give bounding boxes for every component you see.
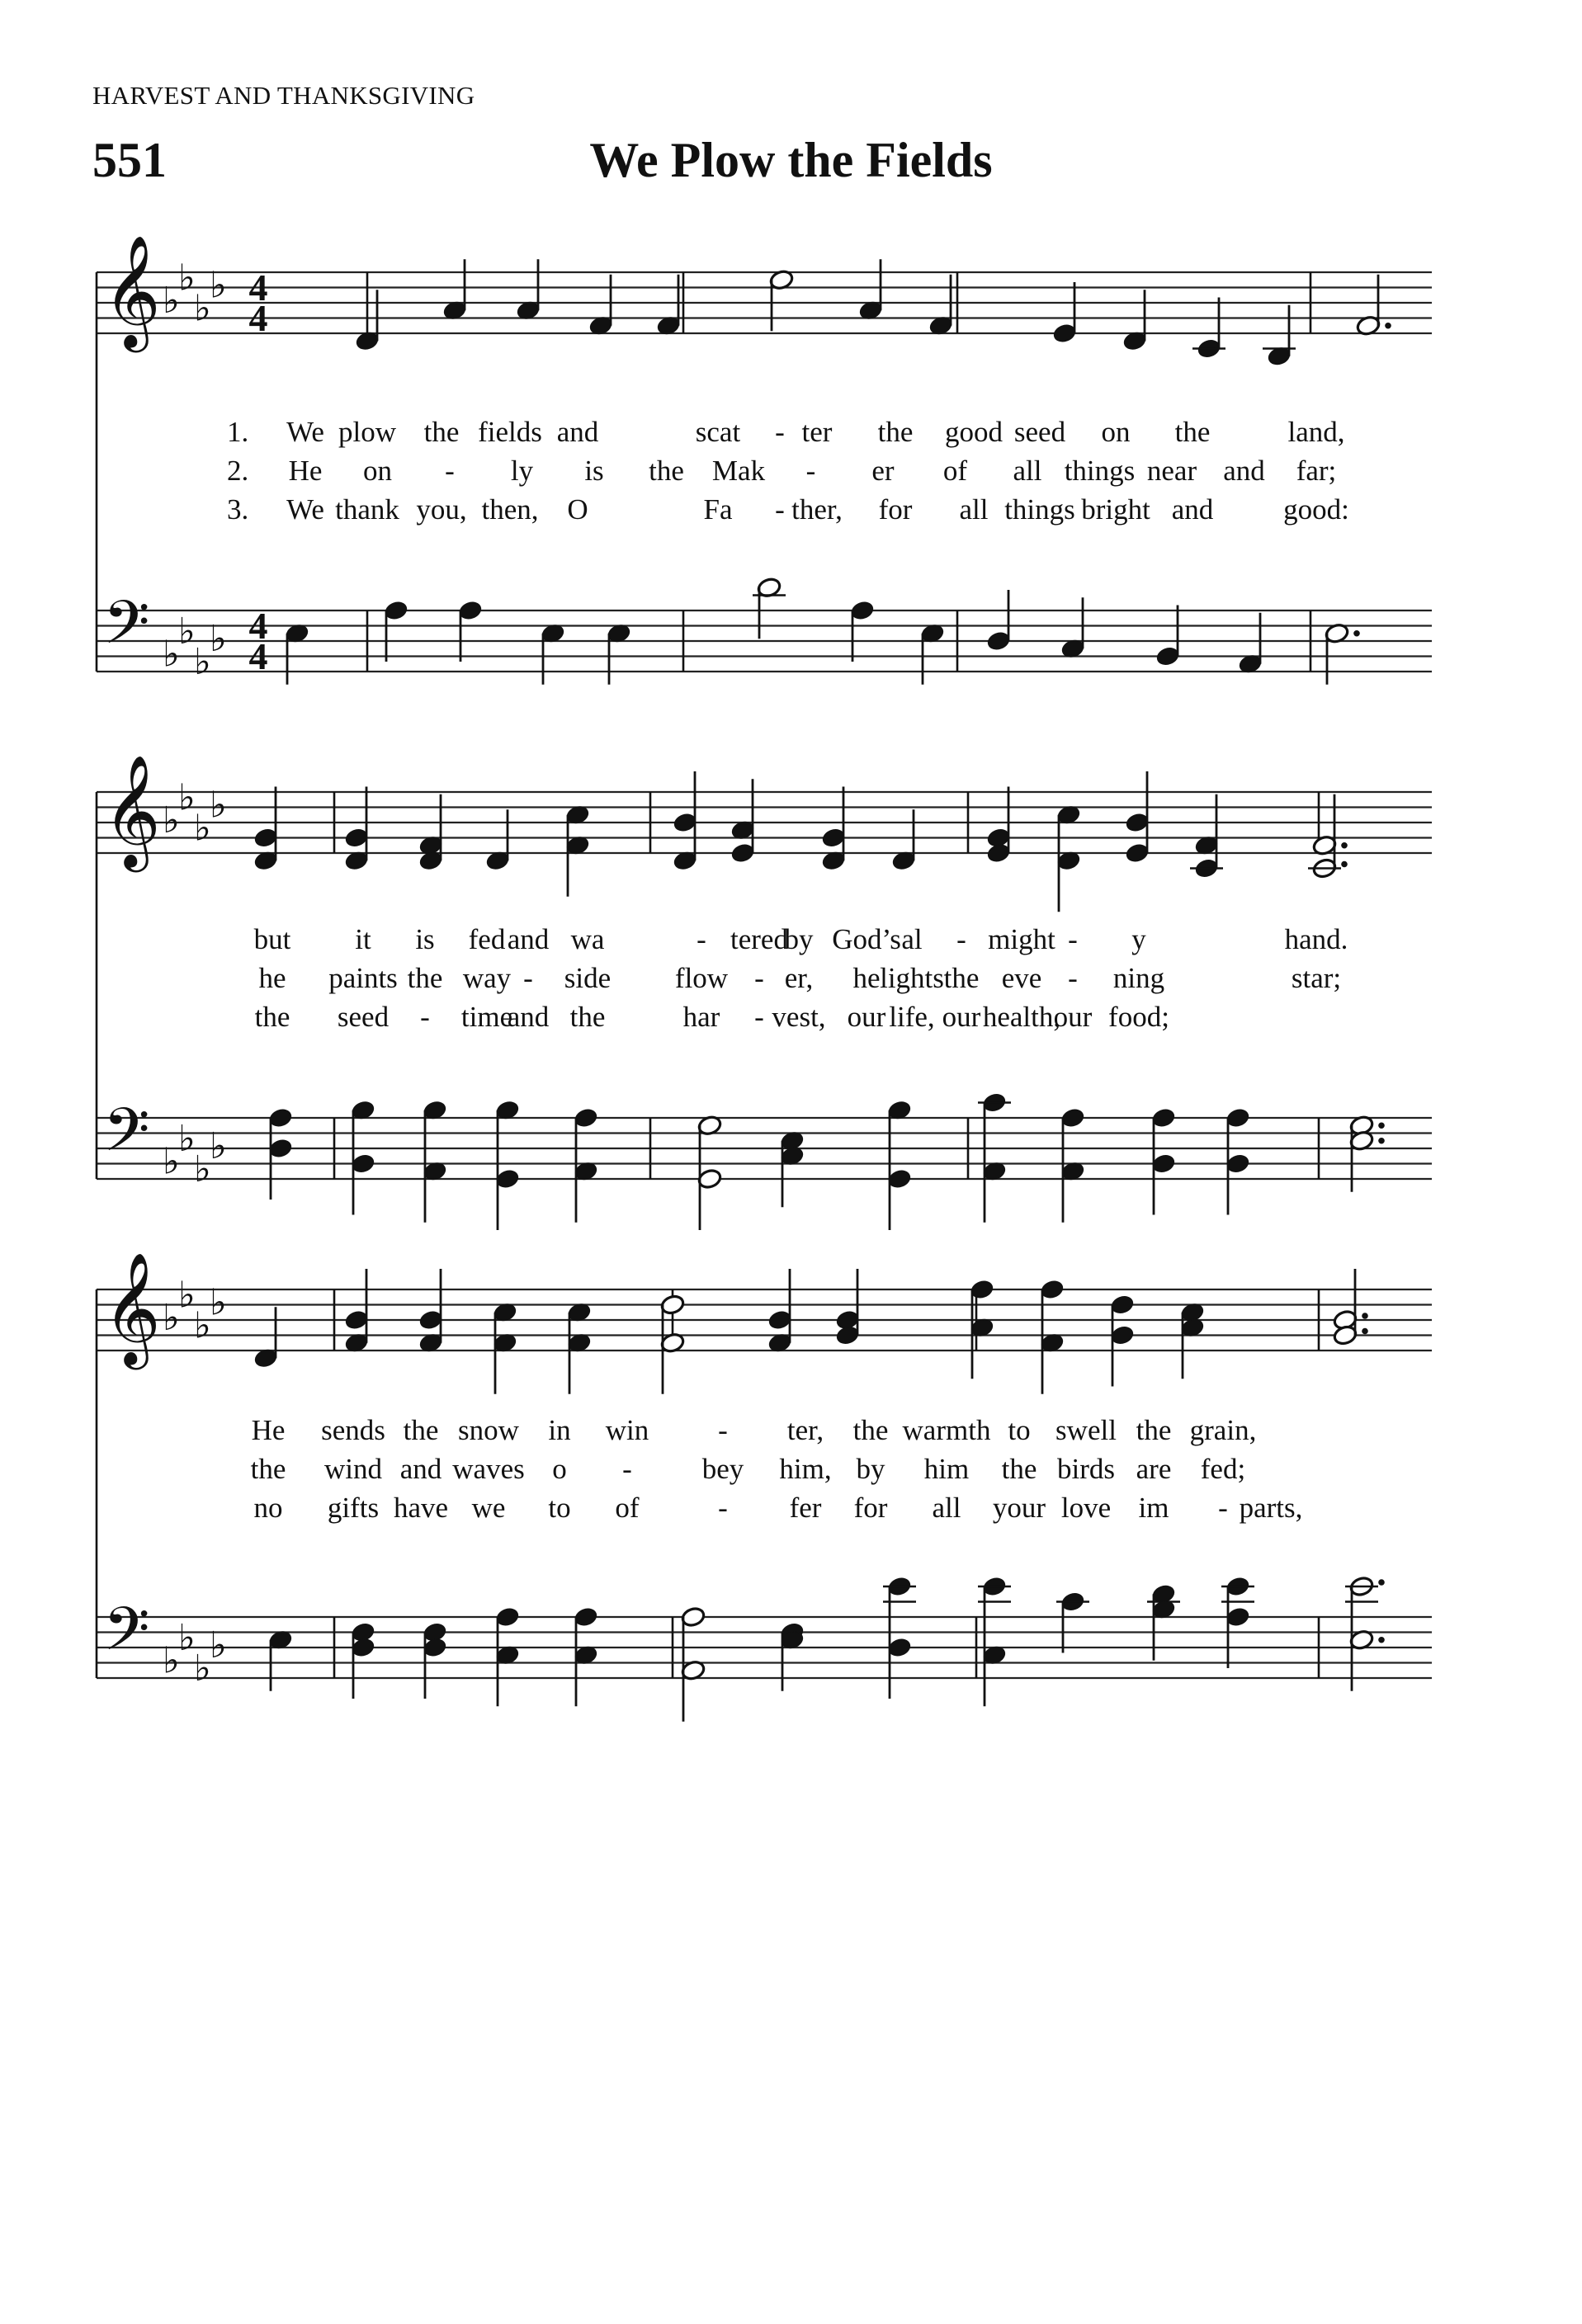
lyric-syllable: the bbox=[403, 1414, 439, 1446]
flat-icon: ♭ bbox=[194, 1148, 211, 1190]
note bbox=[253, 1307, 279, 1369]
flat-icon: ♭ bbox=[194, 1647, 211, 1690]
note bbox=[588, 275, 614, 337]
lyric-syllable: ter bbox=[801, 416, 833, 448]
lyric-syllable: to bbox=[548, 1492, 571, 1524]
note bbox=[1110, 1294, 1136, 1386]
lyric-syllable: land, bbox=[1287, 416, 1345, 448]
lyric-syllable: and bbox=[507, 1001, 550, 1033]
lyric-syllable: snow bbox=[458, 1414, 519, 1446]
flat-icon: ♭ bbox=[163, 1297, 180, 1339]
verse-number: 2. bbox=[227, 455, 249, 487]
lyric-syllable: bright bbox=[1081, 493, 1150, 526]
lyric-syllable: seed bbox=[1013, 416, 1066, 448]
lyric-syllable: in bbox=[548, 1414, 571, 1446]
dot bbox=[1378, 1579, 1385, 1586]
lyric-syllable: ly bbox=[510, 455, 534, 487]
note bbox=[986, 590, 1012, 652]
note bbox=[1147, 1583, 1180, 1661]
note bbox=[1060, 1107, 1086, 1223]
note bbox=[565, 804, 591, 896]
lyric-syllable: hand. bbox=[1284, 923, 1348, 955]
note bbox=[1040, 1279, 1065, 1394]
lyric-syllable: warmth bbox=[902, 1414, 991, 1446]
lyric-syllable: things bbox=[1004, 493, 1075, 526]
lyric-syllable: O bbox=[567, 493, 588, 526]
treble-clef-icon: 𝄞 bbox=[103, 752, 161, 867]
lyric-syllable: him, bbox=[779, 1453, 832, 1485]
note bbox=[1155, 606, 1181, 667]
lyric-syllable: of bbox=[942, 455, 968, 487]
time-signature-top: 4 bbox=[248, 266, 268, 309]
lyric-syllable: side bbox=[564, 962, 612, 994]
note bbox=[656, 275, 682, 337]
lyric-syllable: the bbox=[1001, 1453, 1037, 1485]
note bbox=[1345, 1576, 1385, 1691]
note bbox=[1122, 290, 1148, 351]
lyric-syllable: the bbox=[877, 416, 914, 448]
note bbox=[1125, 771, 1150, 864]
note bbox=[978, 1576, 1011, 1707]
lyric-syllable: the bbox=[423, 416, 460, 448]
lyric-syllable: the bbox=[569, 1001, 606, 1033]
note bbox=[1052, 282, 1078, 344]
time-signature-top: 4 bbox=[248, 605, 268, 648]
verse-number: 3. bbox=[227, 493, 249, 526]
lyric-syllable: the bbox=[254, 1001, 290, 1033]
lyric-syllable: paints bbox=[328, 962, 398, 994]
lyric-syllable: your bbox=[992, 1492, 1046, 1524]
note bbox=[344, 1269, 370, 1354]
lyric-syllable: all bbox=[932, 1492, 961, 1524]
flat-icon: ♭ bbox=[194, 640, 211, 683]
lyric-syllable: wind bbox=[324, 1453, 382, 1485]
lyric-syllable: far; bbox=[1296, 455, 1337, 487]
flat-icon: ♭ bbox=[163, 799, 180, 841]
lyric-syllable: life, bbox=[889, 1001, 935, 1033]
lyric-syllable: - bbox=[622, 1453, 632, 1485]
note bbox=[495, 1099, 521, 1230]
lyric-syllable: scat bbox=[695, 416, 741, 448]
lyric-syllable: our bbox=[1053, 1001, 1093, 1033]
note bbox=[660, 1294, 686, 1394]
note bbox=[883, 1576, 916, 1699]
lyric-syllable: and bbox=[507, 923, 550, 955]
lyric-syllable: by bbox=[784, 923, 814, 955]
note bbox=[1356, 275, 1391, 337]
lyric-syllable: ther, bbox=[791, 493, 843, 526]
note bbox=[1060, 597, 1086, 659]
note bbox=[1325, 622, 1360, 684]
treble-clef-icon: 𝄞 bbox=[103, 233, 161, 347]
note bbox=[351, 1621, 376, 1699]
lyric-syllable: er bbox=[871, 455, 895, 487]
note bbox=[418, 794, 444, 872]
note bbox=[1238, 613, 1263, 675]
lyric-syllable: by bbox=[856, 1453, 885, 1485]
lyric-syllable: - bbox=[523, 962, 533, 994]
note bbox=[442, 259, 468, 321]
lyric-syllable: star; bbox=[1291, 962, 1342, 994]
lyric-syllable: er, bbox=[784, 962, 814, 994]
section-label: HARVEST AND THANKSGIVING bbox=[92, 81, 475, 110]
note bbox=[850, 600, 876, 662]
note bbox=[418, 1269, 444, 1354]
lyric-syllable: gifts bbox=[327, 1492, 380, 1524]
lyric-syllable: then, bbox=[481, 493, 539, 526]
note bbox=[351, 1099, 376, 1214]
lyric-syllable: the bbox=[250, 1453, 286, 1485]
lyric-syllable: lights bbox=[880, 962, 944, 994]
flat-icon: ♭ bbox=[178, 1616, 196, 1659]
lyric-syllable: of bbox=[615, 1492, 640, 1524]
lyric-syllable: swell bbox=[1055, 1414, 1117, 1446]
lyric-syllable: - bbox=[697, 923, 706, 955]
lyric-syllable: - bbox=[1068, 962, 1078, 994]
lyric-syllable: birds bbox=[1057, 1453, 1115, 1485]
lyric-syllable: and bbox=[1171, 493, 1214, 526]
note bbox=[920, 622, 946, 684]
treble-clef-icon: 𝄞 bbox=[103, 1250, 161, 1365]
note bbox=[285, 622, 310, 684]
dot bbox=[1378, 1122, 1385, 1129]
flat-icon: ♭ bbox=[194, 1304, 211, 1347]
lyric-syllable: seed bbox=[337, 1001, 390, 1033]
lyric-syllable: ning bbox=[1112, 962, 1165, 994]
note bbox=[1180, 1301, 1206, 1379]
lyric-syllable: - bbox=[1068, 923, 1078, 955]
note bbox=[1056, 804, 1082, 912]
note bbox=[681, 1606, 706, 1722]
lyric-syllable: good: bbox=[1283, 493, 1349, 526]
note bbox=[1349, 1115, 1385, 1192]
time-signature-bottom: 4 bbox=[248, 635, 268, 678]
lyric-syllable: on bbox=[363, 455, 392, 487]
lyric-syllable: our bbox=[942, 1001, 981, 1033]
note bbox=[253, 787, 279, 872]
note bbox=[458, 600, 484, 662]
lyric-syllable: - bbox=[956, 923, 966, 955]
note bbox=[928, 275, 954, 337]
lyric-syllable: we bbox=[471, 1492, 506, 1524]
lyric-syllable: eve bbox=[1001, 962, 1042, 994]
note bbox=[891, 809, 917, 871]
lyric-syllable: sends bbox=[321, 1414, 385, 1446]
note bbox=[574, 1606, 599, 1707]
lyric-syllable: vest, bbox=[772, 1001, 826, 1033]
lyric-syllable: no bbox=[253, 1492, 283, 1524]
lyric-syllable: and bbox=[556, 416, 599, 448]
note bbox=[780, 1621, 805, 1691]
flat-icon: ♭ bbox=[178, 257, 196, 299]
lyric-syllable: time bbox=[460, 1001, 513, 1033]
note bbox=[495, 1606, 521, 1707]
lyric-syllable: the bbox=[1174, 416, 1211, 448]
note bbox=[978, 1091, 1011, 1223]
note bbox=[986, 787, 1012, 865]
lyric-syllable: tered bbox=[730, 923, 788, 955]
lyric-syllable: - bbox=[420, 1001, 430, 1033]
note bbox=[970, 1279, 995, 1379]
lyric-syllable: Fa bbox=[703, 493, 733, 526]
lyric-syllable: are bbox=[1136, 1453, 1172, 1485]
lyric-syllable: grain, bbox=[1189, 1414, 1257, 1446]
note bbox=[493, 1301, 518, 1393]
flat-icon: ♭ bbox=[163, 1639, 180, 1682]
lyric-syllable: Mak bbox=[711, 455, 766, 487]
lyric-syllable: he bbox=[852, 962, 881, 994]
lyric-syllable: is bbox=[584, 455, 604, 487]
lyric-syllable: - bbox=[1218, 1492, 1228, 1524]
lyric-syllable: - bbox=[775, 416, 785, 448]
note bbox=[1225, 1107, 1251, 1215]
flat-icon: ♭ bbox=[194, 287, 211, 330]
lyric-syllable: He bbox=[288, 455, 323, 487]
flat-icon: ♭ bbox=[178, 1117, 196, 1160]
note bbox=[423, 1621, 448, 1699]
note bbox=[858, 259, 884, 321]
note bbox=[1221, 1576, 1254, 1668]
lyric-syllable: fed bbox=[468, 923, 506, 955]
note bbox=[344, 787, 370, 872]
lyric-syllable: thank bbox=[335, 493, 399, 526]
note bbox=[516, 259, 541, 321]
lyric-syllable: the bbox=[852, 1414, 889, 1446]
lyric-syllable: fer bbox=[789, 1492, 822, 1524]
lyric-syllable: love bbox=[1060, 1492, 1112, 1524]
note bbox=[767, 1269, 793, 1354]
lyric-syllable: all bbox=[959, 493, 989, 526]
dot bbox=[1341, 861, 1348, 868]
note bbox=[753, 577, 786, 639]
dot bbox=[1362, 1313, 1368, 1319]
note bbox=[567, 1301, 593, 1393]
lyric-syllable: fields bbox=[478, 416, 542, 448]
lyric-syllable: bey bbox=[701, 1453, 744, 1485]
dot bbox=[1353, 630, 1360, 637]
note bbox=[1056, 1591, 1089, 1652]
dot bbox=[1378, 1138, 1385, 1144]
verse-number: 1. bbox=[227, 416, 249, 448]
lyric-syllable: the bbox=[407, 962, 443, 994]
lyric-syllable: and bbox=[399, 1453, 442, 1485]
flat-icon: ♭ bbox=[178, 610, 196, 653]
lyric-syllable: parts, bbox=[1239, 1492, 1303, 1524]
flat-icon: ♭ bbox=[178, 1274, 196, 1317]
lyric-syllable: the bbox=[1136, 1414, 1172, 1446]
lyric-syllable: y bbox=[1131, 923, 1146, 955]
lyric-syllable: - bbox=[805, 455, 816, 487]
lyric-syllable: all bbox=[1013, 455, 1042, 487]
lyric-syllable: im bbox=[1138, 1492, 1169, 1524]
note bbox=[780, 1129, 805, 1207]
lyric-syllable: al bbox=[901, 923, 923, 955]
hymn-number: 551 bbox=[92, 133, 167, 187]
flat-icon: ♭ bbox=[210, 1281, 227, 1324]
note bbox=[384, 600, 409, 662]
note bbox=[541, 622, 566, 684]
lyric-syllable: - bbox=[718, 1414, 728, 1446]
lyric-syllable: fed; bbox=[1200, 1453, 1246, 1485]
note bbox=[1192, 298, 1225, 360]
lyric-syllable: o bbox=[552, 1453, 567, 1485]
lyric-syllable: God’s bbox=[832, 923, 901, 955]
lyric-syllable: for bbox=[878, 493, 913, 526]
lyric-syllable: - bbox=[445, 455, 455, 487]
dot bbox=[1378, 1637, 1385, 1643]
lyric-syllable: health, bbox=[982, 1001, 1061, 1033]
dot bbox=[1385, 323, 1391, 329]
flat-icon: ♭ bbox=[163, 633, 180, 676]
lyric-syllable: might bbox=[988, 923, 1055, 955]
lyric-syllable: good bbox=[945, 416, 1003, 448]
dot bbox=[1341, 842, 1348, 849]
hymn-title: We Plow the Fields bbox=[589, 133, 993, 187]
lyric-syllable: ter, bbox=[786, 1414, 824, 1446]
flat-icon: ♭ bbox=[210, 784, 227, 827]
lyric-syllable: the bbox=[649, 455, 684, 487]
lyric-syllable: our bbox=[847, 1001, 886, 1033]
note bbox=[268, 1629, 294, 1690]
note bbox=[769, 269, 795, 331]
bass-clef-icon: 𝄢 bbox=[103, 1593, 150, 1679]
lyric-syllable: have bbox=[393, 1492, 449, 1524]
note bbox=[1263, 305, 1296, 367]
flat-icon: ♭ bbox=[194, 807, 211, 850]
lyric-syllable: he bbox=[258, 962, 286, 994]
lyric-syllable: you, bbox=[416, 493, 467, 526]
note bbox=[607, 622, 632, 684]
note bbox=[821, 787, 847, 872]
flat-icon: ♭ bbox=[163, 1140, 180, 1183]
bass-clef-icon: 𝄢 bbox=[103, 587, 150, 672]
lyric-syllable: We bbox=[286, 493, 324, 526]
bass-clef-icon: 𝄢 bbox=[103, 1094, 150, 1180]
note bbox=[268, 1107, 294, 1200]
flat-icon: ♭ bbox=[210, 618, 227, 660]
lyric-syllable: and bbox=[1223, 455, 1265, 487]
flat-icon: ♭ bbox=[210, 264, 227, 307]
lyric-syllable: - bbox=[754, 1001, 764, 1033]
lyric-syllable: plow bbox=[338, 416, 396, 448]
lyric-syllable: wa bbox=[570, 923, 605, 955]
note bbox=[835, 1269, 861, 1346]
flat-icon: ♭ bbox=[178, 776, 196, 819]
lyric-syllable: - bbox=[775, 493, 785, 526]
flat-icon: ♭ bbox=[163, 280, 180, 322]
flat-icon: ♭ bbox=[210, 1125, 227, 1167]
lyric-syllable: is bbox=[415, 923, 435, 955]
lyric-syllable: waves bbox=[452, 1453, 525, 1485]
note bbox=[697, 1115, 723, 1230]
lyric-syllable: him bbox=[923, 1453, 970, 1485]
lyric-syllable: flow bbox=[674, 962, 729, 994]
lyric-syllable: the bbox=[943, 962, 980, 994]
note bbox=[574, 1107, 599, 1223]
dot bbox=[1362, 1328, 1368, 1335]
note bbox=[485, 809, 511, 871]
flat-icon: ♭ bbox=[210, 1624, 227, 1666]
lyric-syllable: way bbox=[462, 962, 512, 994]
lyric-syllable: to bbox=[1008, 1414, 1031, 1446]
lyric-syllable: We bbox=[286, 416, 324, 448]
lyric-syllable: - bbox=[718, 1492, 728, 1524]
lyric-syllable: it bbox=[355, 923, 371, 955]
lyric-syllable: har bbox=[682, 1001, 720, 1033]
lyric-syllable: but bbox=[253, 923, 291, 955]
lyric-syllable: things bbox=[1064, 455, 1136, 487]
time-signature-bottom: 4 bbox=[248, 297, 268, 340]
lyric-syllable: for bbox=[853, 1492, 888, 1524]
lyric-syllable: near bbox=[1146, 455, 1197, 487]
lyric-syllable: food; bbox=[1108, 1001, 1169, 1033]
lyric-syllable: - bbox=[754, 962, 764, 994]
lyric-syllable: on bbox=[1101, 416, 1131, 448]
note bbox=[887, 1099, 913, 1230]
note bbox=[1151, 1107, 1177, 1215]
lyric-syllable: He bbox=[251, 1414, 286, 1446]
lyric-syllable: win bbox=[605, 1414, 649, 1446]
note bbox=[673, 771, 698, 872]
